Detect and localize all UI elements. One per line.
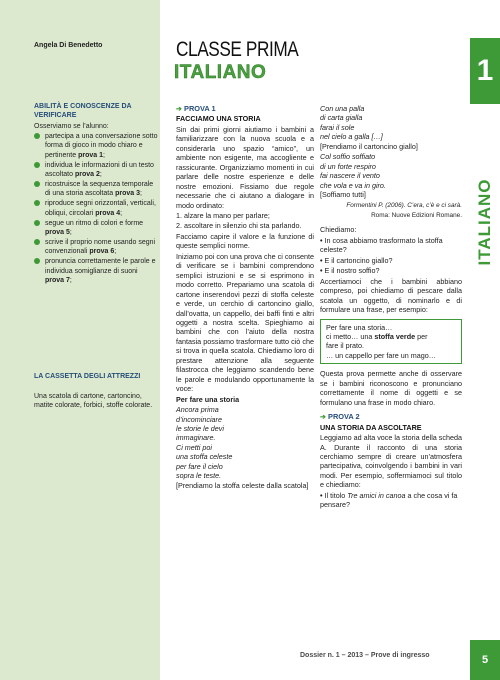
example-text: per <box>415 331 428 341</box>
poem-bracket: [Soffiamo tutti] <box>320 190 366 200</box>
prova1-title: FACCIAMO UNA STORIA <box>176 114 261 124</box>
poem-stanza <box>320 152 462 190</box>
poem-stanza <box>320 104 462 142</box>
question-text: E il nostro soffio? <box>324 266 380 276</box>
abilita-item: scrive il proprio nome usando segni convenzionali prova 6; <box>34 238 158 257</box>
example-text: ci metto… una <box>326 331 375 341</box>
story-title: Tre amici in canoa <box>347 490 406 500</box>
example-bold-text: stoffa verde <box>374 331 416 341</box>
prova-ref: prova 7 <box>45 277 70 285</box>
example-line: Per fare una storia… <box>326 322 393 332</box>
poem-line: che vola e va in giro. <box>320 180 386 190</box>
cassetta-heading: LA CASSETTA DEGLI ATTREZZI <box>34 373 141 380</box>
abilita-intro: Osserviamo se l’alunno: <box>34 123 109 130</box>
example-line <box>326 332 456 341</box>
bullet-icon: • <box>320 490 325 500</box>
bullet-icon: • <box>320 266 325 276</box>
prova1-paragraph: Sin dai primi giorni aiutiamo i bambini a familiarizzare con la nuova scuola e a considerarla uno spazio “amico”, un ambiente non esigente, ma accogliente e rassicurante. Organizziamo momenti in cui parlare delle nostre esperienze e delle nostre emozioni. Fissiamo due regole necessarie che ci aiutano a dialogare in modo ordinato: <box>176 124 314 210</box>
prova-ref: prova 1 <box>78 151 103 159</box>
poem-title: Per fare una storia <box>176 394 240 404</box>
bullet-icon <box>34 162 40 168</box>
prova1-label: PROVA 1 <box>184 104 216 113</box>
abilita-item: riproduce segni orizzontali, verticali, obliqui, circolari prova 4; <box>34 199 158 218</box>
prova1-paragraph: Facciamo capire il valore e la funzione di queste semplici norme. <box>176 231 314 251</box>
citation-line: Roma: Nuove Edizioni Romane. <box>371 211 462 219</box>
bullet-icon <box>34 181 40 187</box>
bullet-icon <box>34 133 40 139</box>
rule-item: 1. alzare la mano per parlare; <box>176 210 270 220</box>
poem-line: d’incominciare <box>176 414 222 424</box>
poem-line: Ci metti poi <box>176 442 212 452</box>
prova1-paragraph: Questa prova permette anche di osservare se i bambini riconoscono e pronunciano correttamente il nome di oggetti e se formulano una frase in modo chiaro. <box>320 369 462 407</box>
page-title: CLASSE PRIMA <box>176 38 299 61</box>
prova-ref: prova 5 <box>45 229 70 237</box>
question-text: In cosa abbiamo trasformato la stoffa celeste? <box>320 235 443 255</box>
author-name: Angela Di Benedetto <box>34 42 103 49</box>
prova2-paragraph: Leggiamo ad alta voce la storia della scheda A. Durante il racconto di una storia cerchiamo sempre di creare un’atmosfera partecipativa, coinvolgendo i bambini in vari modi. Per esempio, soffermiamoci sul titolo e chiediamo: <box>320 433 462 490</box>
poem-line: di un forte respiro <box>320 161 376 171</box>
poem-line: fai nascere il vento <box>320 171 380 181</box>
prova2-label: PROVA 2 <box>328 412 360 422</box>
abilita-list <box>34 132 158 286</box>
prova2-title: UNA STORIA DA ASCOLTARE <box>320 422 422 432</box>
poem-line: una stoffa celeste <box>176 452 233 462</box>
bullet-icon <box>34 239 40 245</box>
prova-ref: prova 2 <box>74 171 100 179</box>
abilita-item: ricostruisce la sequenza temporale di una storia ascoltata prova 3; <box>34 180 158 199</box>
prova1-paragraph: Accertiamoci che i bambini abbiano compreso, poi chiediamo di pescare dalla scatola un oggetto, di nominarlo e di formulare una frase, per esempio: <box>320 276 462 315</box>
poem-line: immaginare. <box>176 433 216 443</box>
abilita-text: individua le informazioni di un testo ascoltato <box>45 161 154 179</box>
page-number: 5 <box>470 640 500 680</box>
poem-line: per fare il cielo <box>176 461 223 471</box>
question-item <box>320 236 462 255</box>
citation-line: Formentini P. (2006). C’era, c’è e ci sarà. <box>346 201 462 209</box>
abilita-heading: ABILITÀ E CONOSCENZE DA VERIFICARE <box>34 103 132 119</box>
subject-heading: ITALIANO <box>174 62 267 83</box>
poem-line: le storie le devi <box>176 423 224 433</box>
sidebar-panel <box>0 0 160 680</box>
side-subject-label <box>472 112 498 332</box>
question-item <box>320 266 462 275</box>
abilita-item: pronuncia correttamente le parole e individua somiglianze di suoni prova 7; <box>34 257 158 285</box>
question-text: E il cartoncino giallo? <box>324 255 393 265</box>
bullet-icon <box>34 220 40 226</box>
question-text: a che cosa vi fa pensare? <box>320 490 458 510</box>
prova-ref: prova 3 <box>115 190 140 198</box>
poem-line: nel cielo a galla […] <box>320 132 383 142</box>
ask-label: Chiediamo: <box>320 225 357 235</box>
poem-line: Ancora prima <box>176 405 219 415</box>
bullet-icon <box>34 258 40 264</box>
poem-bracket: [Prendiamo il cartoncino giallo] <box>320 141 418 151</box>
question-item <box>320 491 462 510</box>
poem-stanza <box>176 405 314 481</box>
poem-line: farai il sole <box>320 122 355 132</box>
question-item <box>320 256 462 265</box>
prova1-paragraph: Iniziamo poi con una prova che ci consente di verificare se i bambini comprendono semplici istruzioni e se si esprimono in modo corretto. Prepariamo una scatola di cartone inserendovi pezzi di stoffa celeste e verde, un cerchio di cartoncino giallo, dall’ovatta, un cappello, dei baffi finti e altri oggetti a nostra scelta. Spieghiamo ai bambini che con l’aiuto della nostra fantasia possiamo trasformare tutto ciò che si trova in quella scatola. Chiediamo loro di prestare attenzione alla seguente filastrocca che leggiamo scandendo bene le parole e modulando opportunamente la voce: <box>176 251 314 394</box>
abilita-text: riproduce segni orizzontali, verticali, obliqui, circolari <box>45 200 156 217</box>
poem-bracket: [Prendiamo la stoffa celeste dalla scatola] <box>176 480 309 490</box>
bullet-icon <box>34 200 40 206</box>
question-text: Il titolo <box>324 490 348 500</box>
arrow-right-icon: ➔ <box>320 412 327 422</box>
cassetta-text: Una scatola di cartone, cartoncino, matite colorate, forbici, stoffe colorate. <box>34 393 153 410</box>
bullet-icon: • <box>320 235 325 245</box>
arrow-right-icon: ➔ <box>176 104 183 113</box>
column-right <box>320 104 462 511</box>
example-line: fare il prato. <box>326 341 364 351</box>
column-left <box>176 104 314 491</box>
section-number-tab: 1 <box>470 38 500 104</box>
poem-line: sopra le teste. <box>176 471 222 481</box>
abilita-item: individua le informazioni di un testo ascoltato prova 2; <box>34 161 158 180</box>
abilita-text: ricostruisce la sequenza temporale di una storia ascoltata <box>45 181 154 198</box>
poem-line: di carta gialla <box>320 113 363 123</box>
bullet-icon: • <box>320 255 325 265</box>
question-list <box>320 236 462 276</box>
abilita-text: scrive il proprio nome usando segni convenzionali <box>45 238 156 256</box>
abilita-text: segue un ritmo di colori e forme <box>45 219 144 227</box>
footer-text: Dossier n. 1 – 2013 – Prove di ingresso <box>300 652 430 659</box>
abilita-text: pronuncia correttamente le parole e individua somiglianze di suoni <box>45 258 156 275</box>
poem-line: Col soffio soffiato <box>320 152 376 162</box>
example-box <box>320 319 462 365</box>
abilita-text: partecipa a una conversazione sotto forma di gioco in modo chiaro e pertinente <box>45 133 158 159</box>
example-line: … un cappello per fare un mago… <box>326 350 436 360</box>
rule-item: 2. ascoltare in silenzio chi sta parlando. <box>176 221 302 231</box>
side-subject-text: ITALIANO <box>475 178 494 266</box>
abilita-item: segue un ritmo di colori e forme prova 5; <box>34 219 158 238</box>
abilita-item: partecipa a una conversazione sotto forma di gioco in modo chiaro e pertinente prova 1; <box>34 132 158 160</box>
poem-line: Con una palla <box>320 104 365 113</box>
prova-ref: prova 6 <box>89 248 115 256</box>
prova-ref: prova 4 <box>95 209 121 217</box>
